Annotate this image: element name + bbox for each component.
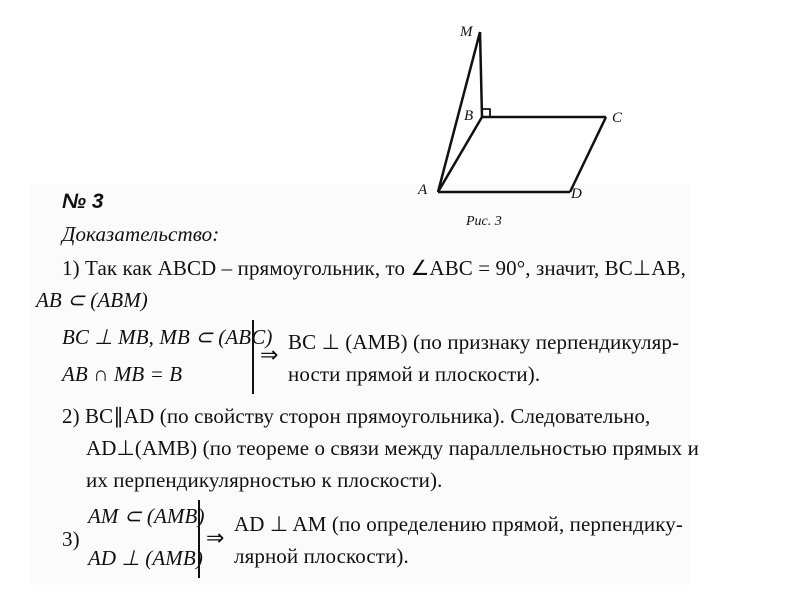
step2-line1: 2) BC∥AD (по свойству сторон прямоугольника). Следовательно, bbox=[62, 404, 651, 428]
step1-bracket bbox=[252, 320, 254, 394]
point-label-D: D bbox=[571, 186, 582, 202]
point-label-B: B bbox=[464, 108, 474, 124]
figure-caption: Рис. 3 bbox=[466, 214, 502, 229]
edge-AB bbox=[438, 117, 482, 192]
step1-result-line1: BC ⊥ (AMB) (по признаку перпендикуляр- bbox=[288, 330, 680, 354]
step1-condition-2: AB ∩ MB = B bbox=[62, 362, 183, 386]
step3-result-line1: AD ⊥ AM (по определению прямой, перпендику- bbox=[234, 512, 683, 536]
point-label-C: C bbox=[612, 110, 623, 126]
edge-MB bbox=[480, 32, 482, 117]
edge-CD bbox=[570, 117, 606, 192]
step1-line1: 1) Так как ABCD – прямоугольник, то ∠ABC = 90°, значит, BC⊥AB, bbox=[62, 256, 686, 280]
point-label-M: M bbox=[460, 24, 473, 40]
problem-number: № 3 bbox=[62, 190, 104, 213]
proof-label: Доказательство: bbox=[62, 222, 220, 246]
step1-condition-1: BC ⊥ MB, MB ⊂ (ABC) bbox=[62, 325, 273, 349]
point-label-A: A bbox=[418, 182, 428, 198]
step3-condition-1: AM ⊂ (AMB) bbox=[88, 504, 205, 528]
step3-result-line2: лярной плоскости). bbox=[234, 544, 409, 568]
edge-AM bbox=[438, 32, 480, 192]
step1-implies: ⇒ bbox=[260, 342, 279, 367]
step1-line2: AB ⊂ (ABM) bbox=[36, 288, 148, 312]
geometry-figure bbox=[400, 20, 640, 230]
step2-line3: их перпендикулярностью к плоскости). bbox=[86, 468, 443, 492]
step3-bracket bbox=[198, 500, 200, 578]
step3-number: 3) bbox=[62, 527, 80, 551]
step1-result-line2: ности прямой и плоскости). bbox=[288, 362, 541, 386]
step3-implies: ⇒ bbox=[206, 525, 225, 550]
step3-condition-2: AD ⊥ (AMB) bbox=[88, 546, 203, 570]
step2-line2: AD⊥(AMB) (по теореме о связи между параллельностью прямых и bbox=[86, 436, 699, 460]
